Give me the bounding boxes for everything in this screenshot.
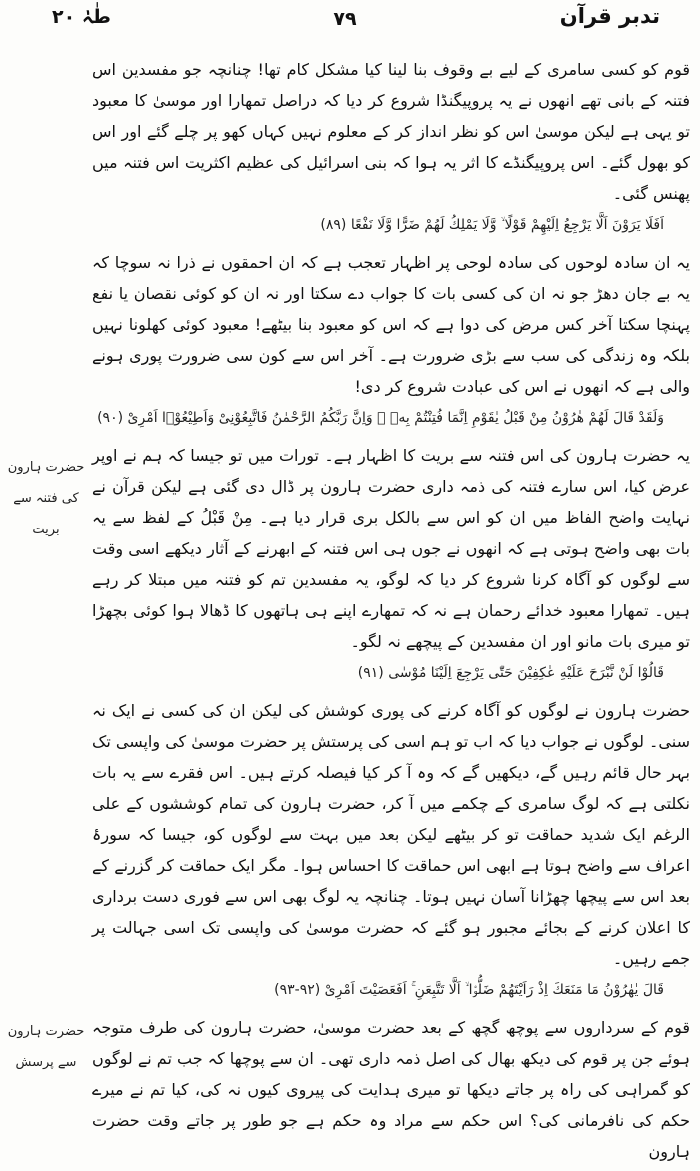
verse-91: قَالُوْا لَنْ نَّبْرَحَ عَلَیْهِ عٰكِفِیْنَ حَتّٰی یَرْجِعَ اِلَیْنَا مُوْسٰی (۹۱) [357,665,664,681]
page-header [0,0,700,46]
verse-92-93: قَالَ یٰهٰرُوْنُ مَا مَنَعَكَ اِذْ رَاَیْتَهُمْ ضَلُّوْۤا ۙ اَلَّا تَتَّبِعَنِ ۚ اَفَعَصَیْتَ اَمْرِیْ (۹۲-۹۳) [274,982,664,998]
paragraph-3: یہ حضرت ہارون کی اس فتنہ سے بریت کا اظہار ہے۔ تورات میں تو جیسا کہ ہم نے اوپر عرض کیا، اس سارے فتنہ کی ذمہ داری حضرت ہارون پر ڈال دی گئی ہے لیکن قرآن نے نہایت واضح الفاظ میں ان کو اس سے بالکل بری قرار دیا ہے۔ مِنْ قَبْلُ کے لفظ سے یہ بات بھی واضح ہوتی ہے کہ انھوں نے جوں ہی اس فتنہ کے ابھرنے کے آثار دیکھے اسی وقت سے لوگوں کو آگاہ کرنا شروع کر دیا کہ لوگو، یہ مفسدین تم کو فتنہ میں مبتلا کر رہے ہیں۔ تمھارا معبود خدائے رحمان ہے نہ کہ تمھارے اپنے ہی ہاتھوں کا ڈھالا ہوا کوئی بچھڑا تو میری بات مانو اور ان مفسدین کے پیچھے نہ لگو۔ [92,446,690,651]
verse-90: وَلَقَدْ قَالَ لَهُمْ هٰرُوْنُ مِنْ قَبْلُ یٰقَوْمِ اِنَّمَا فُتِنْتُمْ بِهٖ ۚ وَاِنَّ رَبَّكُمُ الرَّحْمٰنُ فَاتَّبِعُوْنِیْ وَاَطِیْعُوْۤا اَمْرِیْ (۹۰) [97,410,664,426]
main-text-column [92,54,690,1171]
verse-89: اَفَلَا یَرَوْنَ اَلَّا یَرْجِعُ اِلَیْهِمْ قَوْلًا ۙ وَّلَا یَمْلِكُ لَهُمْ ضَرًّا وَّلَا نَفْعًا (۸۹) [320,217,664,233]
paragraph-5: قوم کے سرداروں سے پوچھ گچھ کے بعد حضرت موسیٰ، حضرت ہارون کی طرف متوجہ ہوئے جن پر قوم کی دیکھ بھال کی اصل ذمہ داری تھی۔ ان سے پوچھا کہ جب تم نے لوگوں کو گمراہی کی راہ پر جاتے دیکھا تو میری ہدایت کی پیروی کیوں نہ کی، کیا تم نے میرے حکم کی نافرمانی کی؟ اس حکم سے مراد وہ حکم ہے جو طور پر جاتے وقت حضرت ہارون [92,1018,690,1161]
margin-note-haroon-questioned: حضرت ہارون سے پرسش [7,1024,85,1070]
book-title: تدبر قرآن [559,4,660,28]
surah-reference: طٰہٰ ۲۰ [52,6,111,28]
margin-note-haroon-acquittal: حضرت ہارون کی فتنہ سے بریت [7,460,85,537]
paragraph-4: حضرت ہارون نے لوگوں کو آگاہ کرنے کی پوری کوشش کی لیکن ان کی کسی نے ایک نہ سنی۔ لوگوں نے جواب دیا کہ اب تو ہم اسی کی پرستش پر حضرت موسیٰ کی واپسی تک بہر حال قائم رہیں گے، دیکھیں گے کہ وہ آ کر کیا فیصلہ کرتے ہیں۔ اس فقرے سے یہ بات نکلتی ہے کہ لوگ سامری کے چکمے میں آ کر، حضرت ہارون کی تمام کوششوں کے علی الرغم ایک شدید حماقت تو کر بیٹھے لیکن بعد میں بہت سے لوگوں کو، جیسا کہ سورۂ اعراف سے واضح ہوتا ہے ابھی اس حماقت کا احساس ہوا۔ مگر ایک حماقت کر گزرنے کے بعد اس سے پیچھا چھڑانا آسان نہیں ہوتا۔ چنانچہ یہ لوگ بھی اس سے فوری دست برداری کا اعلان کرنے کے بجائے مجبور ہو گئے کہ حضرت موسیٰ کی واپسی تک اسی جہالت پر جمے رہیں۔ [92,701,690,968]
paragraph-2: یہ ان سادہ لوحوں کی سادہ لوحی پر اظہار تعجب ہے کہ ان احمقوں نے ذرا نہ سوچا کہ یہ بے جان دھڑ جو نہ ان کی کسی بات کا جواب دے سکتا اور نہ ان کو کوئی نقصان یا نفع پہنچا سکتا آخر کس مرض کی دوا ہے کہ اس کو معبود بنا بیٹھے! معبود کوئی کھلونا نہیں بلکہ وہ زندگی کی سب سے بڑی ضرورت ہے۔ آخر اس سے کون سی ضرورت پوری ہونے والی ہے کہ انھوں نے اس کی عبادت شروع کر دی! [92,253,690,396]
paragraph-1: قوم کو کسی سامری کے لیے بے وقوف بنا لینا کیا مشکل کام تھا! چنانچہ جو مفسدین اس فتنہ کے بانی تھے انھوں نے یہ پروپیگنڈا شروع کر دیا کہ دراصل تمھارا اور موسیٰ کا معبود تو یہی ہے لیکن موسیٰ اس کو نظر انداز کر کے معلوم نہیں کہاں کھو پر چلے گئے اور اس کو بھول گئے۔ اس پروپیگنڈے کا اثر یہ ہوا کہ بنی اسرائیل کی عظیم اکثریت اس فتنہ میں پھنس گئی۔ [92,60,690,203]
page-number: ۷۹ [333,8,357,30]
